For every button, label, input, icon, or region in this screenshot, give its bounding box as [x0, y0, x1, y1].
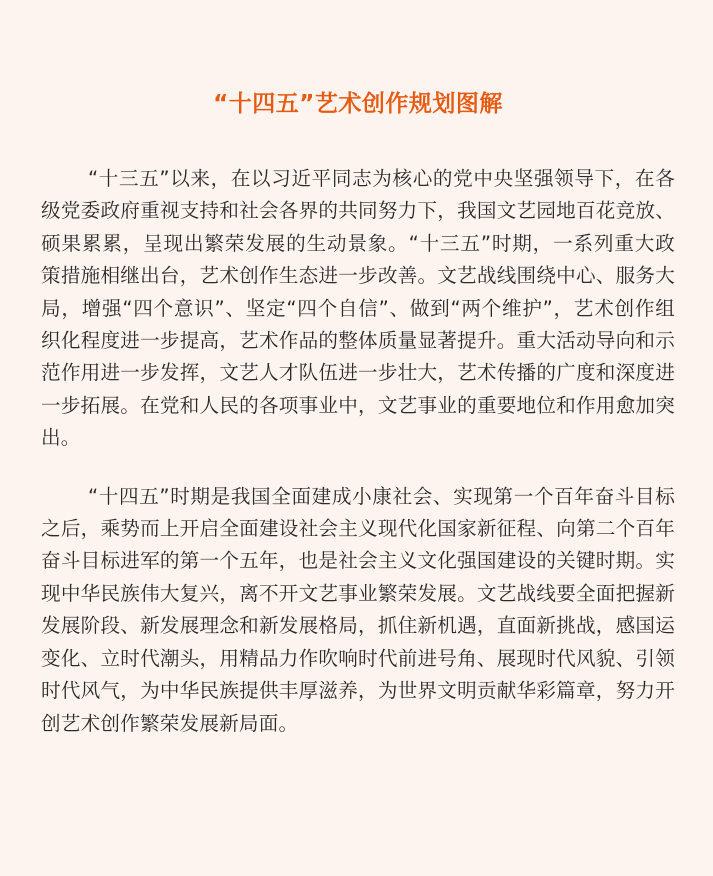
article-paragraph-2: “十四五”时期是我国全面建成小康社会、实现第一个百年奋斗目标之后，乘势而上开启全面建设社会主义现代化国家新征程、向第二个百年奋斗目标进军的第一个五年，也是社会主义文化强国建设的关键时期。实现中华民族伟大复兴，离不开文艺事业繁荣发展。文艺战线要全面把握新发展阶段、新发展理念和新发展格局，抓住新机遇，直面新挑战，感国运变化、立时代潮头，用精品力作吹响时代前进号角、展现时代风貌、引领时代风气，为中华民族提供丰厚滋养，为世界文明贡献华彩篇章，努力开创艺术创作繁荣发展新局面。: [41, 484, 675, 735]
article-paragraph-1: “十三五”以来，在以习近平同志为核心的党中央坚强领导下，在各级党委政府重视支持和社会各界的共同努力下，我国文艺园地百花竞放、硕果累累，呈现出繁荣发展的生动景象。“十三五”时期，一系列重大政策措施相继出台，艺术创作生态进一步改善。文艺战线围绕中心、服务大局，增强“四个意识”、坚定“四个自信”、做到“两个维护”，艺术创作组织化程度进一步提高，艺术作品的整体质量显著提升。重大活动导向和示范作用进一步发挥，文艺人才队伍进一步壮大，艺术传播的广度和深度进一步拓展。在党和人民的各项事业中，文艺事业的重要地位和作用愈加突出。: [41, 167, 675, 450]
article-title: “十四五”艺术创作规划图解: [213, 91, 503, 117]
